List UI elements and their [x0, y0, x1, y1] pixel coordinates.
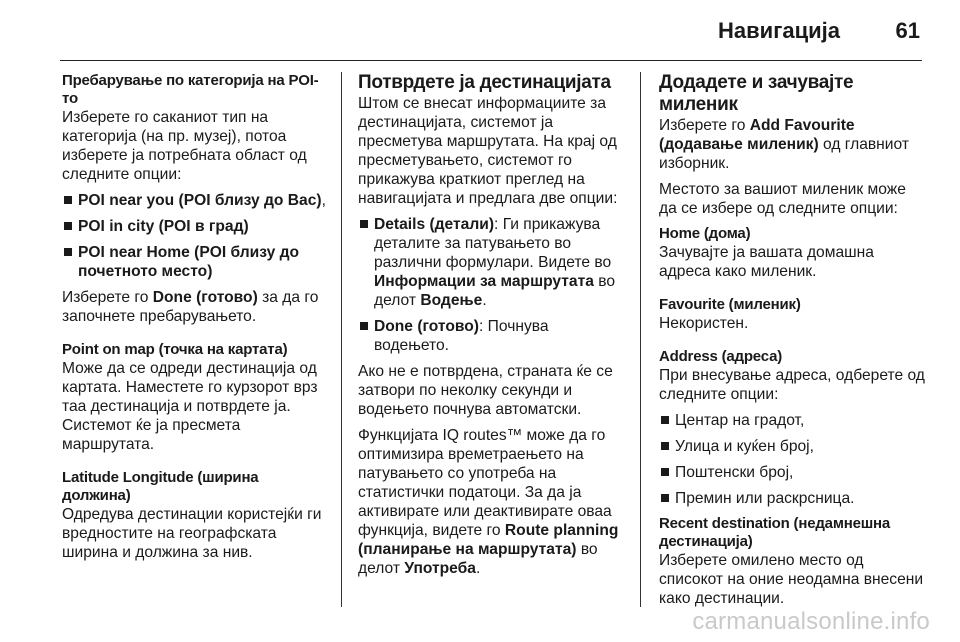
heading-favourite: Favourite (миленик)	[659, 296, 801, 313]
column-3	[659, 72, 925, 615]
paragraph: Изберете го Add Favourite (додавање миленик) од главниот изборник.	[659, 117, 909, 172]
header-rule	[60, 60, 922, 61]
heading-point-on-map: Point on map (точка на картата)	[62, 341, 288, 358]
paragraph: Штом се внесат информациите за дестинацијата, системот ја пресметува маршрутата. На крај од пресметувањето, системот го прикажува краткиот преглед на навигацијата и предлага две опции:	[358, 95, 618, 207]
heading-confirm-destination: Потврдете ја дестинацијата	[358, 72, 611, 93]
list-item: Центар на градот,	[659, 411, 925, 430]
heading-latitude-longitude: Latitude Longitude (ширина должина)	[62, 469, 259, 504]
list-item: Поштенски број,	[659, 463, 925, 482]
paragraph: Изберете го саканиот тип на категорија (на пр. музеј), потоа изберете ја потребната област од следните опции:	[62, 109, 307, 183]
page-header	[0, 0, 960, 58]
list-item: POI near you (POI близу до Вас),	[62, 191, 330, 210]
list-item: POI near Home (POI близу до почетното место)	[62, 243, 330, 281]
option-list	[358, 215, 626, 355]
list-item: Премин или раскрсница.	[659, 489, 925, 508]
option-list	[659, 411, 925, 508]
paragraph: Функцијата IQ routes™ може да го оптимизира времетраењето на патувањето со употреба на статистички податоци. За да ја активирате или деактивирате оваа функција, видете го Route planning (планирање на маршрутата) во делот Употреба.	[358, 427, 619, 577]
heading-poi-category: Пребарување по категорија на POI-то	[62, 72, 319, 107]
paragraph: Изберете омилено место од списокот на оние неодамна внесени како дестинации.	[659, 552, 924, 607]
heading-address: Address (адреса)	[659, 348, 783, 365]
page-title: Навигација	[718, 18, 840, 43]
column-2	[358, 72, 626, 585]
page-number: 61	[895, 18, 920, 43]
paragraph: Местото за вашиот миленик може да се избере од следните опции:	[659, 181, 906, 217]
heading-home: Home (дома)	[659, 225, 751, 242]
list-item: Done (готово): Почнува водењето.	[358, 317, 626, 355]
column-divider	[640, 72, 641, 607]
option-list	[62, 191, 330, 281]
list-item: Улица и куќен број,	[659, 437, 925, 456]
heading-recent-destination: Recent destination (недамнешна дестинација)	[659, 515, 891, 550]
column-1	[62, 72, 330, 569]
list-item: POI in city (POI в град)	[62, 217, 330, 236]
paragraph: Одредува дестинации користејќи ги вредностите на географската ширина и должина за нив.	[62, 506, 322, 561]
list-item: Details (детали): Ги прикажува деталите за патувањето во различни формулари. Видете во Информации за маршрутата во делот Водење.	[358, 215, 626, 310]
heading-add-favourite: Додадете и зачувајте миленик	[659, 72, 854, 115]
watermark: carmanualsonline.info	[692, 608, 930, 635]
paragraph: Некористен.	[659, 315, 749, 332]
paragraph: Зачувајте ја вашата домашна адреса како миленик.	[659, 244, 874, 280]
paragraph: При внесување адреса, одберете од следните опции:	[659, 367, 925, 403]
paragraph: Изберете го Done (готово) за да го започнете пребарувањето.	[62, 289, 319, 325]
paragraph: Ако не е потврдена, страната ќе се затвори по неколку секунди и водењето почнува автоматски.	[358, 363, 613, 418]
paragraph: Може да се одреди дестинација од картата. Наместете го курзорот врз таа дестинација и потврдете ја. Системот ќе ја пресмета маршрутата.	[62, 360, 318, 453]
column-divider	[341, 72, 342, 607]
